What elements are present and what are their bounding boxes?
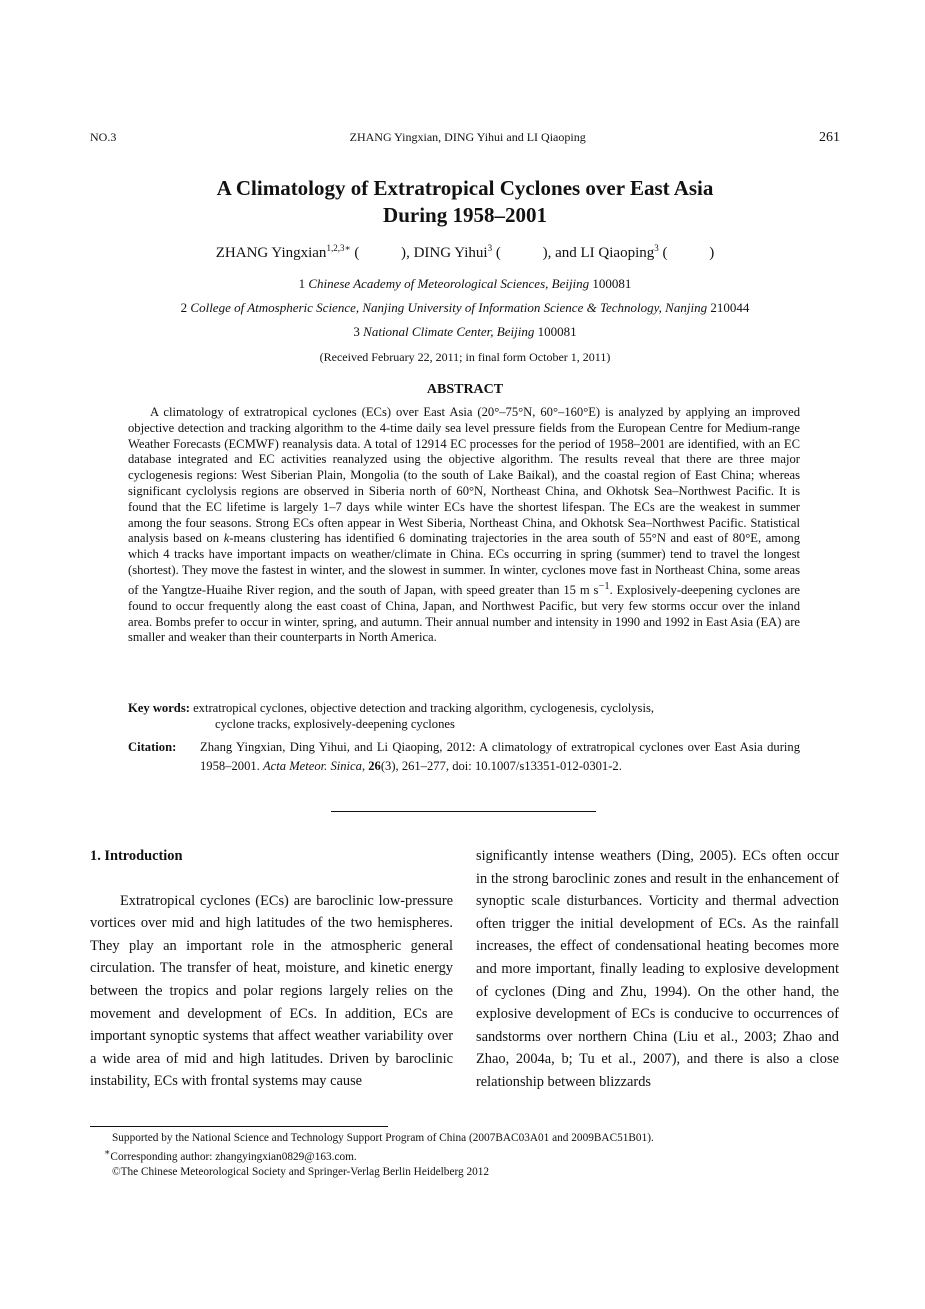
- corresponding-author-text: Corresponding author: zhangyingxian0829@163.com.: [110, 1150, 357, 1163]
- affiliation-postcode: 210044: [710, 300, 750, 315]
- abstract-part-3: . Explosively-deepening cyclones are found to occur frequently along the east coast of China, Japan, and Northwest Pacific, but very few storms occur over the inland area. Bombs prefer to occur in winter, spring, and autumn. Their annual number and intensity in 1990 and 1992 in East Asia (EA) are smaller and weaker than their counterparts in North America.: [128, 582, 800, 645]
- author-1-chinese-name: ( ): [354, 245, 407, 261]
- left-column: [90, 845, 453, 1093]
- author-2-name: DING Yihui: [413, 245, 488, 261]
- affiliation-number: 2: [180, 300, 188, 315]
- citation-journal: Acta Meteor. Sinica: [262, 759, 362, 773]
- citation-label: Citation:: [128, 740, 177, 754]
- author-3-name: LI Qiaoping: [580, 245, 655, 261]
- citation-volume: 26: [368, 759, 381, 773]
- right-column: [476, 845, 839, 1094]
- keywords-line-2: cyclone tracks, explosively-deepening cyclones: [215, 717, 455, 731]
- author-3-affil-marks: 3: [654, 243, 659, 253]
- copyright-note: ©The Chinese Meteorological Society and Springer-Verlag Berlin Heidelberg 2012: [112, 1165, 490, 1178]
- title-line-1: A Climatology of Extratropical Cyclones over East Asia: [216, 176, 714, 200]
- affiliation-2: [90, 300, 840, 316]
- abstract-heading: ABSTRACT: [426, 382, 504, 397]
- author-2-chinese-name: ( ): [495, 245, 548, 261]
- keywords-label: Key words:: [128, 701, 190, 715]
- affiliation-institution: Chinese Academy of Meteorological Sciences, Beijing: [308, 276, 590, 291]
- paper-title: [90, 175, 840, 229]
- title-line-2: During 1958–2001: [383, 203, 547, 227]
- author-list: [90, 243, 840, 262]
- author-separator: , and: [547, 245, 581, 261]
- intro-paragraph-left: Extratropical cyclones (ECs) are baroclinic low-pressure vortices over mid and high latitudes of the two hemispheres. They play an important role in the atmospheric general circulation. The transfer of heat, moisture, and kinetic energy between the tropics and polar regions largely relies on the movement and development of ECs. In addition, ECs are important synoptic systems that affect weather variability over a wide area of mid and high latitudes. Driven by baroclinic instability, ECs with frontal systems may cause: [90, 892, 453, 1090]
- author-2-affil-marks: 3: [487, 243, 493, 253]
- received-dates: (Received February 22, 2011; in final form October 1, 2011): [319, 350, 611, 364]
- author-1-name: ZHANG Yingxian: [215, 245, 327, 261]
- citation-part-1: Zhang Yingxian, Ding Yihui, and Li Qiaoping, 2012: A climatology of extratropical cyclones over East Asia during 1958–2001.: [200, 740, 800, 773]
- section-heading: 1. Introduction: [90, 848, 183, 864]
- affiliation-postcode: 100081: [592, 276, 632, 291]
- corresponding-author-note: [104, 1146, 840, 1165]
- keywords-line-1: extratropical cyclones, objective detection and tracking algorithm, cyclogenesis, cyclolysis,: [193, 701, 654, 715]
- citation: [128, 738, 800, 776]
- affiliation-institution: National Climate Center, Beijing: [363, 324, 535, 339]
- funding-note: Supported by the National Science and Technology Support Program of China (2007BAC03A01 and 2009BAC51B01).: [112, 1132, 654, 1144]
- footnotes: [104, 1131, 840, 1180]
- affiliation-postcode: 100081: [537, 324, 577, 339]
- corresponding-mark: ∗: [104, 1148, 111, 1158]
- abstract-k-symbol: k: [223, 531, 230, 546]
- citation-part-2: ,: [361, 759, 369, 773]
- abstract-part-2: -means clustering has identified 6 dominating trajectories in the area south of 55°N and east of 80°E, among which 4 tracks have important impacts on weather/climate in China. ECs occurring in spring (summer) tend to travel the longest (shortest). They move the fastest in winter, and the slowest in summer. In winter, cyclones move fast in Northeast China, some areas of the Yangtze-Huaihe River region, and the south of Japan, with speed greater than 15 m s: [128, 531, 800, 597]
- abstract-unit-exponent: −1: [598, 580, 610, 592]
- affiliation-number: 3: [353, 324, 360, 339]
- keywords: [128, 700, 800, 732]
- abstract-part-1: A climatology of extratropical cyclones (ECs) over East Asia (20°–75°N, 60°–160°E) is analyzed by applying an improved objective detection and tracking algorithm to the 4-time daily sea level pressure fields from the European Centre for Medium-range Weather Forecasts (ECMWF) reanalysis data. A total of 12914 EC processes for the period of 1958–2001 are identified, with an EC database integrated and EC activities reanalyzed using the objective algorithm. The results reveal that there are three major cyclogenesis regions: West Siberian Plain, Mongolia (to the south of Lake Baikal), and the coastal region of East China; whereas significant cyclolysis regions are observed in Siberia north of 60°N, Northeast China, and Okhotsk Sea–Northwest Pacific. It is found that the EC lifetime is largely 1–7 days while winter ECs have the shortest lifespan. The ECs are the weakest in summer among the four seasons. Strong ECs often appear in West Siberia, Northeast China, and Okhotsk Sea–Northwest Pacific. Statistical analysis based on: [128, 405, 800, 546]
- affiliation-number: 1: [298, 276, 306, 291]
- running-head: [90, 130, 840, 146]
- page-number: 261: [819, 130, 840, 145]
- issue-number: NO.3: [90, 130, 117, 144]
- affiliation-3: [90, 324, 840, 340]
- citation-part-3: (3), 261–277, doi: 10.1007/s13351-012-0301-2.: [380, 759, 622, 773]
- affiliation-institution: College of Atmospheric Science, Nanjing University of Information Science & Technology, Nanjing: [190, 300, 708, 315]
- intro-paragraph-right: significantly intense weathers (Ding, 2005). ECs often occur in the strong baroclinic zones and result in the enhancement of synoptic scale disturbances. Vorticity and thermal advection often trigger the initial development of ECs. As the rainfall increases, the effect of condensational heating becomes more and more important, finally leading to explosive development of cyclones (Ding and Zhu, 1994). On the other hand, the explosive development of ECs is conducive to occurrences of sandstorms over northern China (Liu et al., 2003; Zhao and Zhao, 2004a, b; Tu et al., 2007), and there is also a close relationship between blizzards: [476, 848, 839, 1090]
- footnote-divider: [90, 1126, 388, 1127]
- abstract-text: [128, 405, 800, 646]
- author-1-affil-marks: 1,2,3∗: [326, 243, 351, 253]
- abstract-divider: [331, 811, 596, 812]
- citation-text: [200, 738, 800, 776]
- author-3-chinese-name: ( ): [662, 245, 715, 261]
- affiliation-1: [90, 276, 840, 292]
- author-separator: ,: [406, 245, 414, 261]
- running-authors: ZHANG Yingxian, DING Yihui and LI Qiaoping: [349, 130, 586, 144]
